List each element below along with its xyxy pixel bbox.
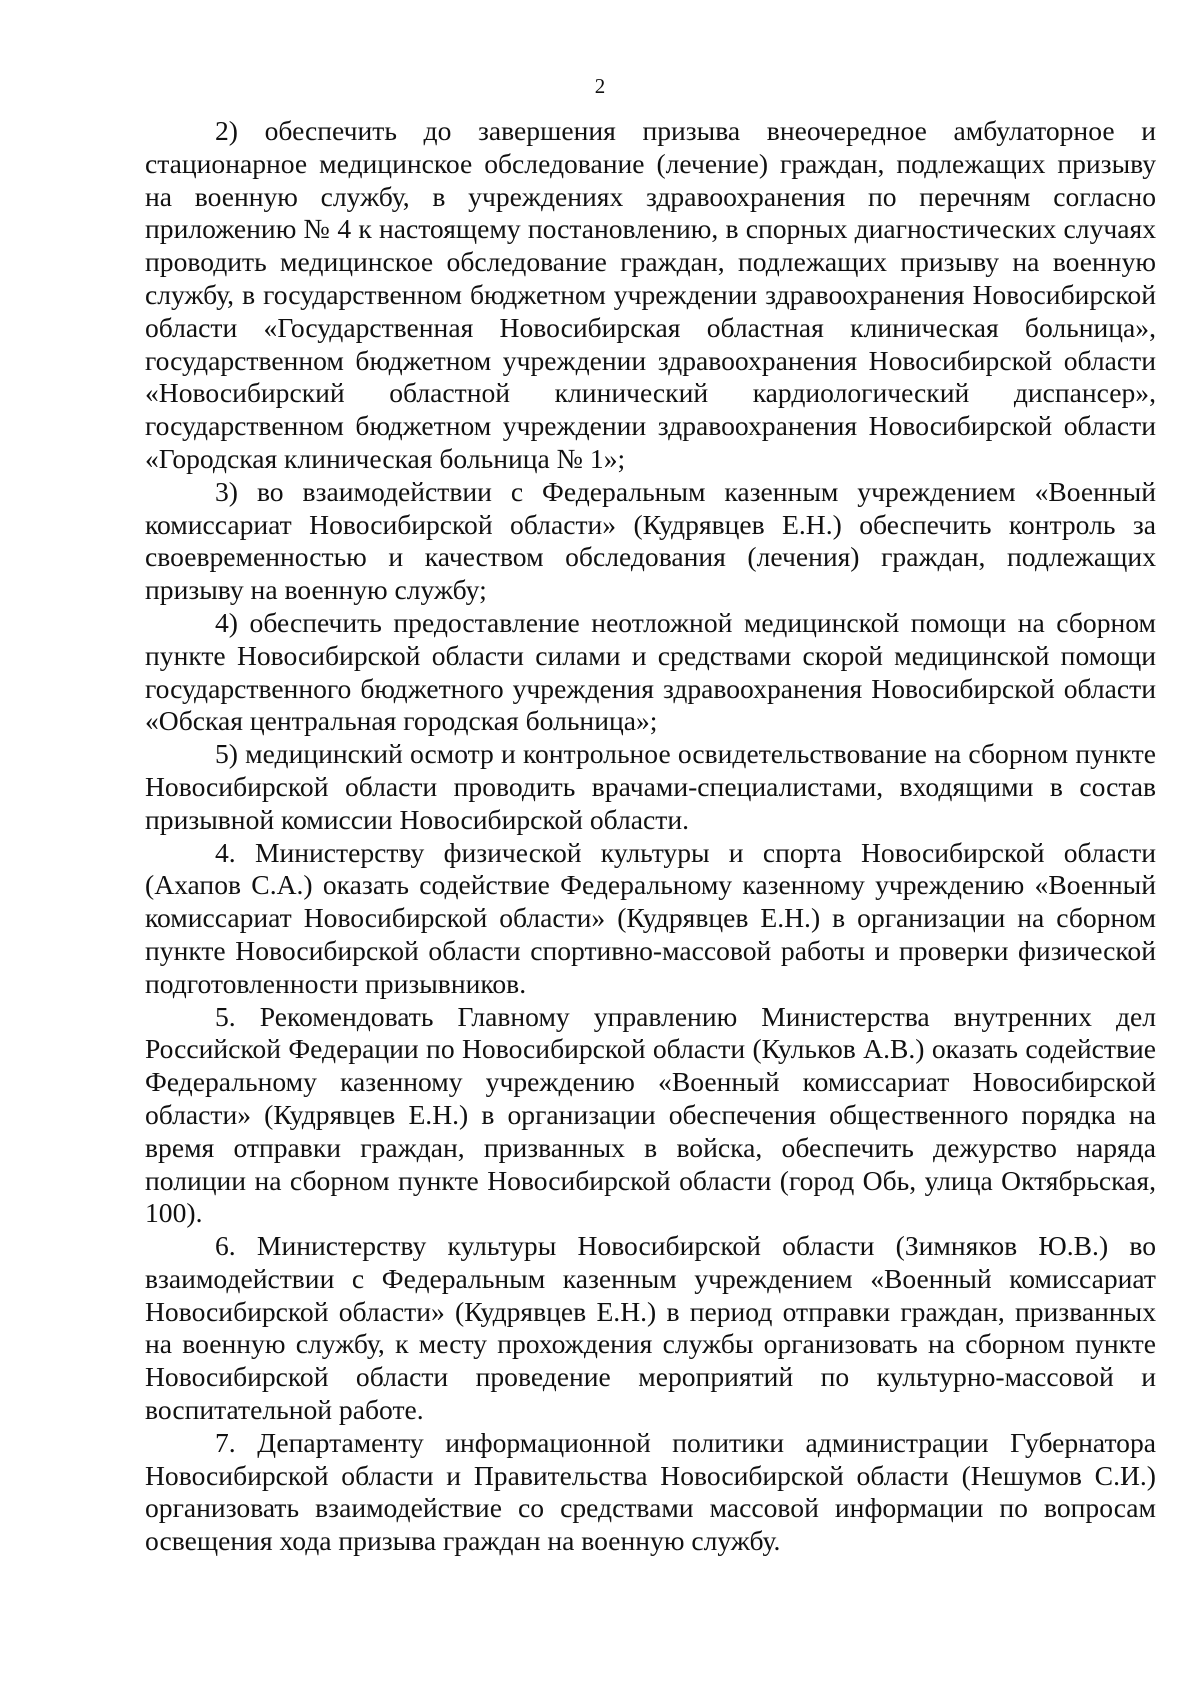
paragraph-section-4: 4. Министерству физической культуры и спорта Новосибирской области (Ахапов С.А.) оказать содействие Федеральному казенному учреждению «Военный комиссариат Новосибирской области» (Кудрявцев Е.Н.) в организации на сборном пункте Новосибирской области спортивно-массовой работы и проверки физической подготовленности призывников.	[145, 836, 1156, 999]
paragraph-section-5: 5. Рекомендовать Главному управлению Министерства внутренних дел Российской Федерации по Новосибирской области (Кульков А.В.) оказать содействие Федеральному казенному учреждению «Военный комиссариат Новосибирской области» (Кудрявцев Е.Н.) в организации обеспечения общественного порядка на время отправки граждан, призванных в войска, обеспечить дежурство наряда полиции на сборном пункте Новосибирской области (город Обь, улица Октябрьская, 100).	[145, 1000, 1156, 1229]
document-body	[145, 115, 1156, 1558]
page-number: 2	[594, 74, 606, 98]
paragraph-item-5: 5) медицинский осмотр и контрольное освидетельствование на сборном пункте Новосибирской области проводить врачами-специалистами, входящими в состав призывной комиссии Новосибирской области.	[145, 738, 1156, 835]
paragraph-item-4: 4) обеспечить предоставление неотложной медицинской помощи на сборном пункте Новосибирской области силами и средствами скорой медицинской помощи государственного бюджетного учреждения здравоохранения Новосибирской области «Обская центральная городская больница»;	[145, 606, 1156, 737]
paragraph-item-2: 2) обеспечить до завершения призыва внеочередное амбулаторное и стационарное медицинское обследование (лечение) граждан, подлежащих призыву на военную службу, в учреждениях здравоохранения по перечням согласно приложению № 4 к настоящему постановлению, в спорных диагностических случаях проводить медицинское обследование граждан, подлежащих призыву на военную службу, в государственном бюджетном учреждении здравоохранения Новосибирской области «Государственная Новосибирская областная клиническая больница», государственном бюджетном учреждении здравоохранения Новосибирской области «Новосибирский областной клинический кардиологический диспансер», государственном бюджетном учреждении здравоохранения Новосибирской области «Городская клиническая больница № 1»;	[145, 115, 1156, 474]
paragraph-item-3: 3) во взаимодействии с Федеральным казенным учреждением «Военный комиссариат Новосибирской области» (Кудрявцев Е.Н.) обеспечить контроль за своевременностью и качеством обследования (лечения) граждан, подлежащих призыву на военную службу;	[145, 475, 1156, 606]
paragraph-section-6: 6. Министерству культуры Новосибирской области (Зимняков Ю.В.) во взаимодействии с Федеральным казенным учреждением «Военный комиссариат Новосибирской области» (Кудрявцев Е.Н.) в период отправки граждан, призванных на военную службу, к месту прохождения службы организовать на сборном пункте Новосибирской области проведение мероприятий по культурно-массовой и воспитательной работе.	[145, 1230, 1156, 1426]
paragraph-section-7: 7. Департаменту информационной политики администрации Губернатора Новосибирской области и Правительства Новосибирской области (Нешумов С.И.) организовать взаимодействие со средствами массовой информации по вопросам освещения хода призыва граждан на военную службу.	[145, 1426, 1156, 1557]
